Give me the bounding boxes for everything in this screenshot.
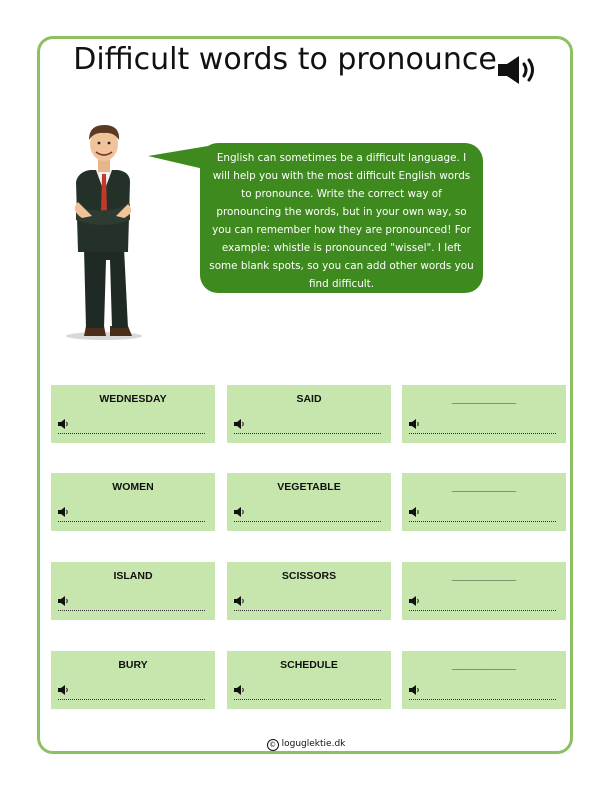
speaker-icon[interactable] (58, 596, 70, 606)
teacher-illustration (62, 120, 152, 342)
answer-line[interactable] (409, 433, 556, 434)
copyright-icon: © (267, 739, 279, 751)
word-label: WOMEN (112, 481, 154, 493)
answer-line[interactable] (234, 521, 381, 522)
word-card (227, 651, 391, 709)
speaker-icon[interactable] (58, 419, 70, 429)
intro-speech-bubble: English can sometimes be a difficult language. I will help you with the most difficult English words to pronounce. Write the correct way of pronouncing the words, but in your own way, so you can remember how they are pronounced! For example: whistle is pronounced "wissel". I left some blank spots, so you can add other words you find difficult. (200, 143, 483, 293)
word-card (51, 562, 215, 620)
answer-line[interactable] (409, 610, 556, 611)
speaker-icon[interactable] (58, 507, 70, 517)
word-card (51, 473, 215, 531)
word-label: ___________ (451, 481, 517, 493)
word-card (402, 562, 566, 620)
speaker-icon[interactable] (234, 419, 246, 429)
answer-line[interactable] (58, 699, 205, 700)
answer-line[interactable] (409, 699, 556, 700)
footer-site: loguglektie.dk (281, 739, 346, 749)
word-label: ___________ (451, 570, 517, 582)
footer (0, 739, 612, 751)
word-card (51, 651, 215, 709)
word-label: SCISSORS (281, 570, 337, 582)
speaker-icon[interactable] (58, 685, 70, 695)
word-label: WEDNESDAY (99, 393, 167, 405)
word-card (402, 385, 566, 443)
speaker-icon[interactable] (234, 507, 246, 517)
answer-line[interactable] (234, 699, 381, 700)
word-label: VEGETABLE (277, 481, 341, 493)
word-card (227, 473, 391, 531)
word-label: SCHEDULE (280, 659, 338, 671)
speaker-icon[interactable] (409, 419, 421, 429)
word-card (51, 385, 215, 443)
answer-line[interactable] (409, 521, 556, 522)
word-card (402, 651, 566, 709)
answer-line[interactable] (234, 610, 381, 611)
speaker-icon[interactable] (234, 685, 246, 695)
answer-line[interactable] (58, 433, 205, 434)
answer-line[interactable] (58, 610, 205, 611)
speaker-icon[interactable] (409, 596, 421, 606)
word-label: BURY (118, 659, 148, 671)
answer-line[interactable] (234, 433, 381, 434)
word-card (227, 385, 391, 443)
word-label: ___________ (451, 659, 517, 671)
page-title: Difficult words to pronounce (73, 42, 497, 77)
word-card (402, 473, 566, 531)
word-label: SAID (296, 393, 322, 405)
speaker-icon[interactable] (409, 507, 421, 517)
speaker-icon[interactable] (409, 685, 421, 695)
speaker-icon[interactable] (234, 596, 246, 606)
answer-line[interactable] (58, 521, 205, 522)
word-card (227, 562, 391, 620)
speaker-icon[interactable] (497, 54, 541, 86)
word-label: ___________ (451, 393, 517, 405)
word-label: ISLAND (113, 570, 153, 582)
